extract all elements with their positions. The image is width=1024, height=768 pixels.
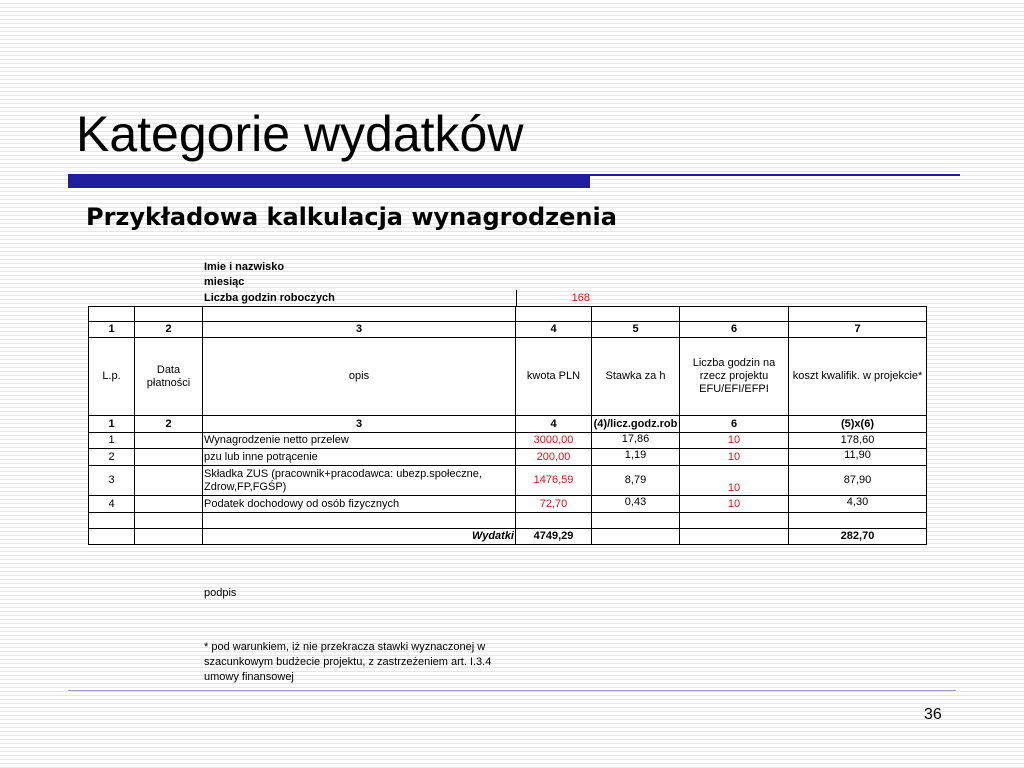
cell-amount: 72,70 [516, 496, 592, 513]
table-row [89, 466, 927, 496]
cell-lp: 3 [89, 466, 135, 496]
col-number: 3 [203, 322, 516, 338]
footer-divider [68, 690, 956, 691]
col-header-hours: Liczba godzin na rzecz projektu EFU/EFI/EFPI [680, 338, 789, 416]
total-cost: 282,70 [789, 529, 927, 545]
total-row [89, 529, 927, 545]
cell-lp: 4 [89, 496, 135, 513]
column-header-row [89, 338, 927, 416]
cell-rate: 0,43 [592, 496, 680, 513]
table-row [89, 433, 927, 449]
formula-row [89, 416, 927, 433]
salary-table [88, 306, 927, 545]
name-label: Imie i nazwisko [204, 261, 285, 273]
column-number-row [89, 322, 927, 338]
page-number: 36 [924, 706, 942, 723]
cell-cost: 87,90 [789, 466, 927, 496]
cell-cost: 4,30 [789, 496, 927, 513]
table-row [89, 449, 927, 466]
footnote: * pod warunkiem, iż nie przekracza stawki wyznaczonej w szacunkowym budżecie projektu, z zastrzeżeniem art. I.3.4 umowy finansowej [204, 641, 492, 683]
col-number: 1 [89, 322, 135, 338]
col-header-amount: kwota PLN [516, 338, 592, 416]
cell-cost: 178,60 [789, 433, 927, 449]
cell-desc: Składka ZUS (pracownik+pracodawca: ubezp.społeczne, Zdrow,FP,FGŚP) [203, 466, 516, 496]
cell-hours: 10 [680, 449, 789, 466]
cell-hours: 10 [680, 433, 789, 449]
month-label: miesiąc [204, 276, 245, 288]
hours-label: Liczba godzin roboczych [204, 292, 335, 304]
formula-cell: 4 [516, 416, 592, 433]
cell-lp: 1 [89, 433, 135, 449]
table-row [89, 307, 927, 322]
slide-title: Kategorie wydatków [76, 106, 524, 162]
col-number: 2 [135, 322, 203, 338]
cell-desc: pzu lub inne potrącenie [203, 449, 516, 466]
title-underline-thin [590, 174, 960, 176]
total-label: Wydatki [203, 529, 516, 545]
title-underline-bar [68, 174, 590, 188]
cell-hours: 10 [680, 496, 789, 513]
formula-cell: 1 [89, 416, 135, 433]
signature-label: podpis [204, 587, 237, 599]
col-header-date: Data płatności [135, 338, 203, 416]
col-header-desc: opis [203, 338, 516, 416]
cell-amount: 1476,59 [516, 466, 592, 496]
cell-desc: Wynagrodzenie netto przelew [203, 433, 516, 449]
cell-date [135, 449, 203, 466]
table-row [89, 513, 927, 529]
hours-value: 168 [516, 290, 592, 306]
slide-subtitle: Przykładowa kalkulacja wynagrodzenia [86, 203, 617, 231]
formula-cell: (5)x(6) [789, 416, 927, 433]
col-number: 6 [680, 322, 789, 338]
total-amount: 4749,29 [516, 529, 592, 545]
cell-lp: 2 [89, 449, 135, 466]
cell-rate: 1,19 [592, 449, 680, 466]
cell-hours: 10 [680, 466, 789, 496]
col-header-rate: Stawka za h [592, 338, 680, 416]
formula-cell: 6 [680, 416, 789, 433]
cell-date [135, 496, 203, 513]
col-number: 5 [592, 322, 680, 338]
cell-amount: 200,00 [516, 449, 592, 466]
col-header-cost: koszt kwalifik. w projekcie* [789, 338, 927, 416]
cell-date [135, 466, 203, 496]
cell-amount: 3000,00 [516, 433, 592, 449]
cell-rate: 17,86 [592, 433, 680, 449]
cell-desc: Podatek dochodowy od osób fizycznych [203, 496, 516, 513]
table-row [89, 496, 927, 513]
col-number: 4 [516, 322, 592, 338]
col-number: 7 [789, 322, 927, 338]
cell-date [135, 433, 203, 449]
formula-cell: (4)/licz.godz.rob [592, 416, 680, 433]
cell-cost: 11,90 [789, 449, 927, 466]
cell-rate: 8,79 [592, 466, 680, 496]
formula-cell: 2 [135, 416, 203, 433]
col-header-lp: L.p. [89, 338, 135, 416]
formula-cell: 3 [203, 416, 516, 433]
